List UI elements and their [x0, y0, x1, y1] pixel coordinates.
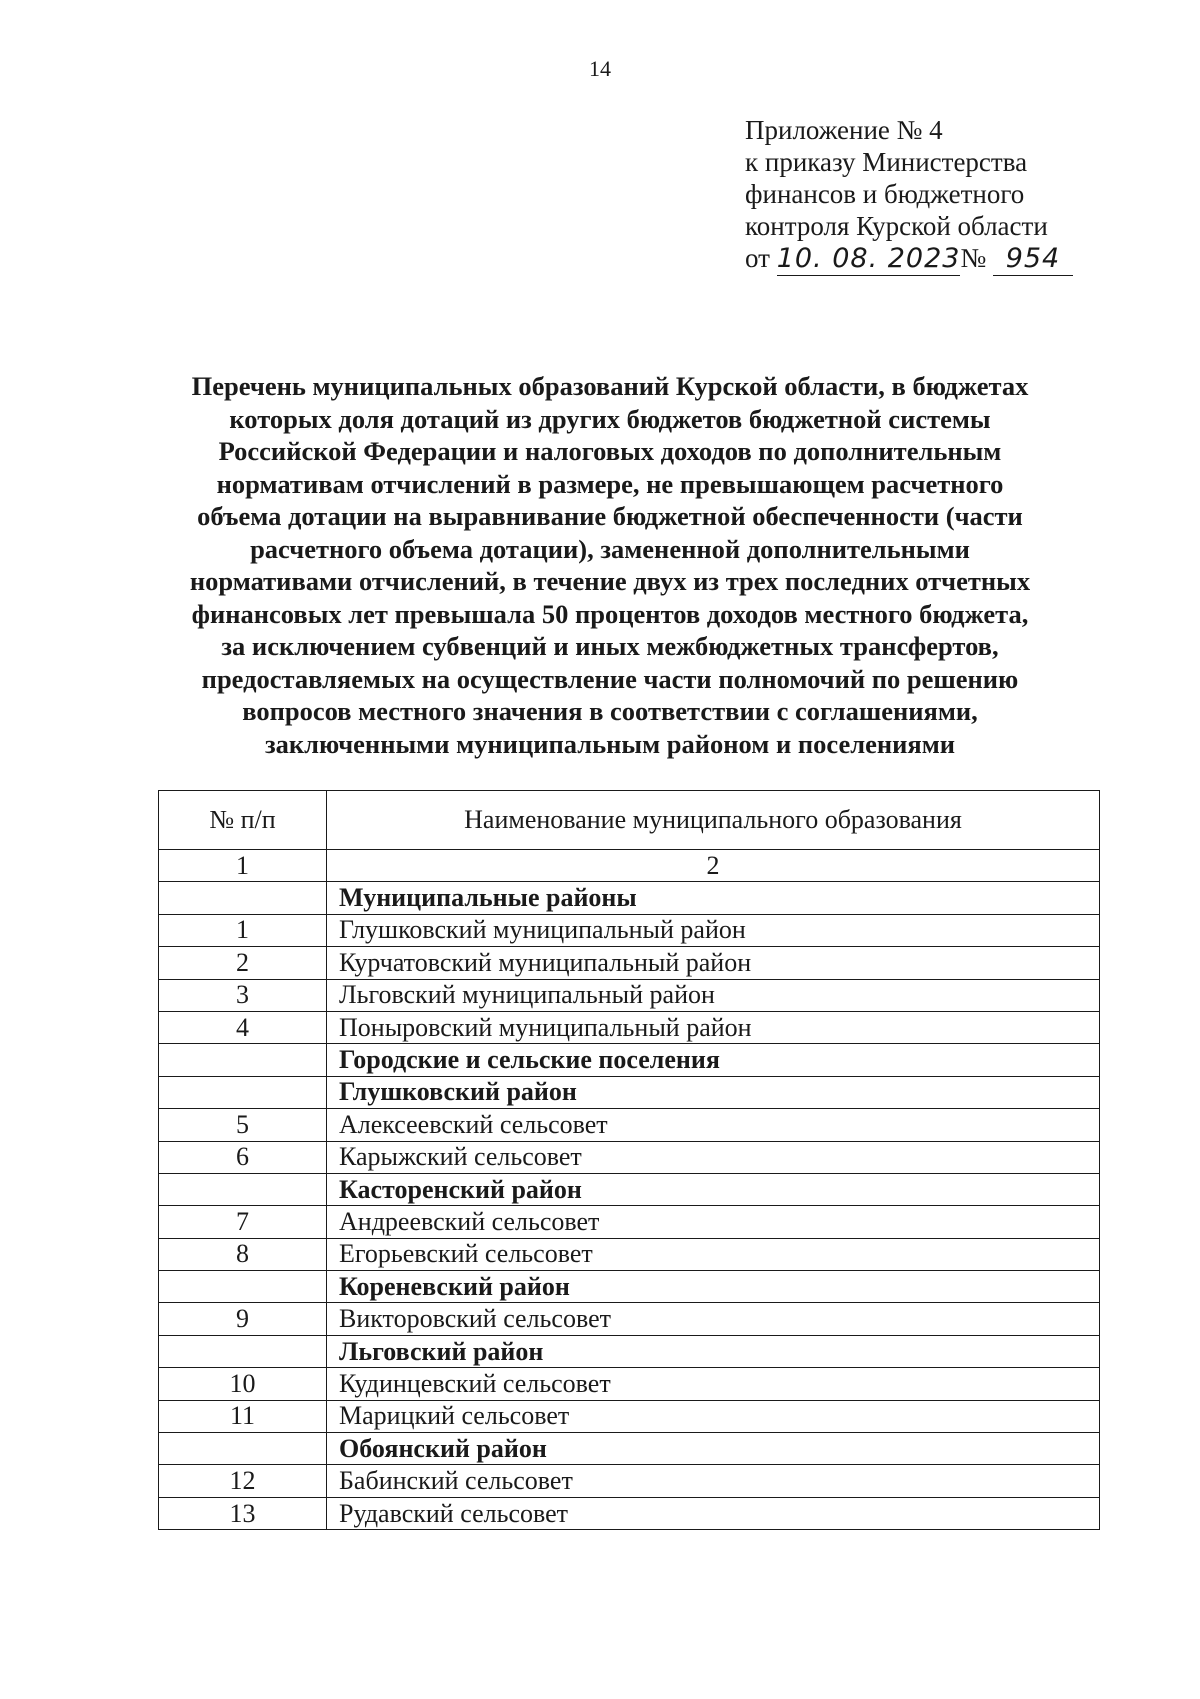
title-line: за исключением субвенций и иных межбюджетных трансфертов,: [221, 631, 999, 661]
group-row: [159, 1044, 1100, 1076]
number-field: [993, 242, 1073, 276]
group-row: [159, 1076, 1100, 1108]
table-row: [159, 979, 1100, 1011]
appendix-block: [745, 114, 1145, 276]
table-row: [159, 1303, 1100, 1335]
row-number: 4: [159, 1011, 327, 1043]
table-row: [159, 1400, 1100, 1432]
row-number: 3: [159, 979, 327, 1011]
row-number: 11: [159, 1400, 327, 1432]
title-line: Перечень муниципальных образований Курской области, в бюджетах: [191, 371, 1029, 401]
row-number: 9: [159, 1303, 327, 1335]
group-row: [159, 1173, 1100, 1205]
document-title: [150, 370, 1070, 760]
municipality-name: Карыжский сельсовет: [327, 1141, 1100, 1173]
municipality-name: Глушковский муниципальный район: [327, 914, 1100, 946]
row-number: [159, 882, 327, 914]
municipality-name: Марицкий сельсовет: [327, 1400, 1100, 1432]
group-name: Городские и сельские поселения: [327, 1044, 1100, 1076]
header-num: № п/п: [159, 791, 327, 850]
title-line: Российской Федерации и налоговых доходов по дополнительным: [218, 436, 1002, 466]
group-name: Муниципальные районы: [327, 882, 1100, 914]
appendix-line-3: финансов и бюджетного: [745, 179, 1025, 209]
row-number: [159, 1433, 327, 1465]
title-line: расчетного объема дотации), замененной дополнительными: [250, 533, 970, 564]
group-name: Касторенский район: [327, 1173, 1100, 1205]
group-row: [159, 1271, 1100, 1303]
number-value: 954: [1005, 243, 1061, 274]
page-number: 14: [589, 56, 611, 81]
column-index-2: 2: [327, 850, 1100, 882]
appendix-line-1: Приложение № 4: [745, 115, 943, 145]
row-number: [159, 1044, 327, 1076]
table-row: [159, 1206, 1100, 1238]
date-value: 10. 08. 2023: [776, 243, 961, 274]
municipality-name: Кудинцевский сельсовет: [327, 1368, 1100, 1400]
municipality-name: Курчатовский муниципальный район: [327, 947, 1100, 979]
appendix-line-4: контроля Курской области: [745, 211, 1048, 241]
group-name: Глушковский район: [327, 1076, 1100, 1108]
table-row: [159, 1465, 1100, 1497]
table-header-row: [159, 791, 1100, 850]
title-line: заключенными муниципальным районом и поселениями: [264, 728, 956, 759]
row-number: [159, 1335, 327, 1367]
title-line: которых доля дотаций из других бюджетов бюджетной системы: [229, 403, 991, 434]
municipality-name: Андреевский сельсовет: [327, 1206, 1100, 1238]
title-line: предоставляемых на осуществление части полномочий по решению: [201, 663, 1019, 694]
municipality-name: Егорьевский сельсовет: [327, 1238, 1100, 1270]
table-row: [159, 1238, 1100, 1270]
municipality-name: Льговский муниципальный район: [327, 979, 1100, 1011]
appendix-date-line: [745, 242, 1145, 276]
title-line: объема дотации на выравнивание бюджетной обеспеченности (части: [197, 501, 1023, 531]
table-row: [159, 1141, 1100, 1173]
municipality-name: Поныровский муниципальный район: [327, 1011, 1100, 1043]
column-index-1: 1: [159, 850, 327, 882]
municipality-name: Бабинский сельсовет: [327, 1465, 1100, 1497]
title-line: вопросов местного значения в соответствии с соглашениями,: [242, 696, 978, 726]
municipality-name: Викторовский сельсовет: [327, 1303, 1100, 1335]
group-row: [159, 882, 1100, 914]
header-name: Наименование муниципального образования: [327, 791, 1100, 850]
group-name: Кореневский район: [327, 1271, 1100, 1303]
table-row: [159, 947, 1100, 979]
column-index-row: [159, 850, 1100, 882]
table-row: [159, 1109, 1100, 1141]
group-row: [159, 1433, 1100, 1465]
row-number: 5: [159, 1109, 327, 1141]
number-label: №: [960, 243, 987, 273]
table-row: [159, 914, 1100, 946]
municipality-name: Рудавский сельсовет: [327, 1497, 1100, 1529]
group-name: Обоянский район: [327, 1433, 1100, 1465]
appendix-line-2: к приказу Министерства: [745, 147, 1028, 177]
row-number: 6: [159, 1141, 327, 1173]
row-number: 13: [159, 1497, 327, 1529]
group-row: [159, 1335, 1100, 1367]
table-row: [159, 1497, 1100, 1529]
row-number: 2: [159, 947, 327, 979]
title-line: нормативами отчислений, в течение двух из трех последних отчетных: [189, 566, 1031, 596]
row-number: 10: [159, 1368, 327, 1400]
row-number: 7: [159, 1206, 327, 1238]
row-number: [159, 1076, 327, 1108]
row-number: [159, 1271, 327, 1303]
table-row: [159, 1011, 1100, 1043]
row-number: [159, 1173, 327, 1205]
row-number: 1: [159, 914, 327, 946]
date-prefix: от: [745, 243, 770, 273]
title-line: нормативам отчислений в размере, не превышающем расчетного: [216, 468, 1004, 499]
group-name: Льговский район: [327, 1335, 1100, 1367]
title-line: финансовых лет превышала 50 процентов доходов местного бюджета,: [191, 598, 1029, 629]
date-field: [777, 242, 961, 276]
municipalities-table: [158, 790, 1100, 1530]
row-number: 12: [159, 1465, 327, 1497]
municipality-name: Алексеевский сельсовет: [327, 1109, 1100, 1141]
table-row: [159, 1368, 1100, 1400]
row-number: 8: [159, 1238, 327, 1270]
